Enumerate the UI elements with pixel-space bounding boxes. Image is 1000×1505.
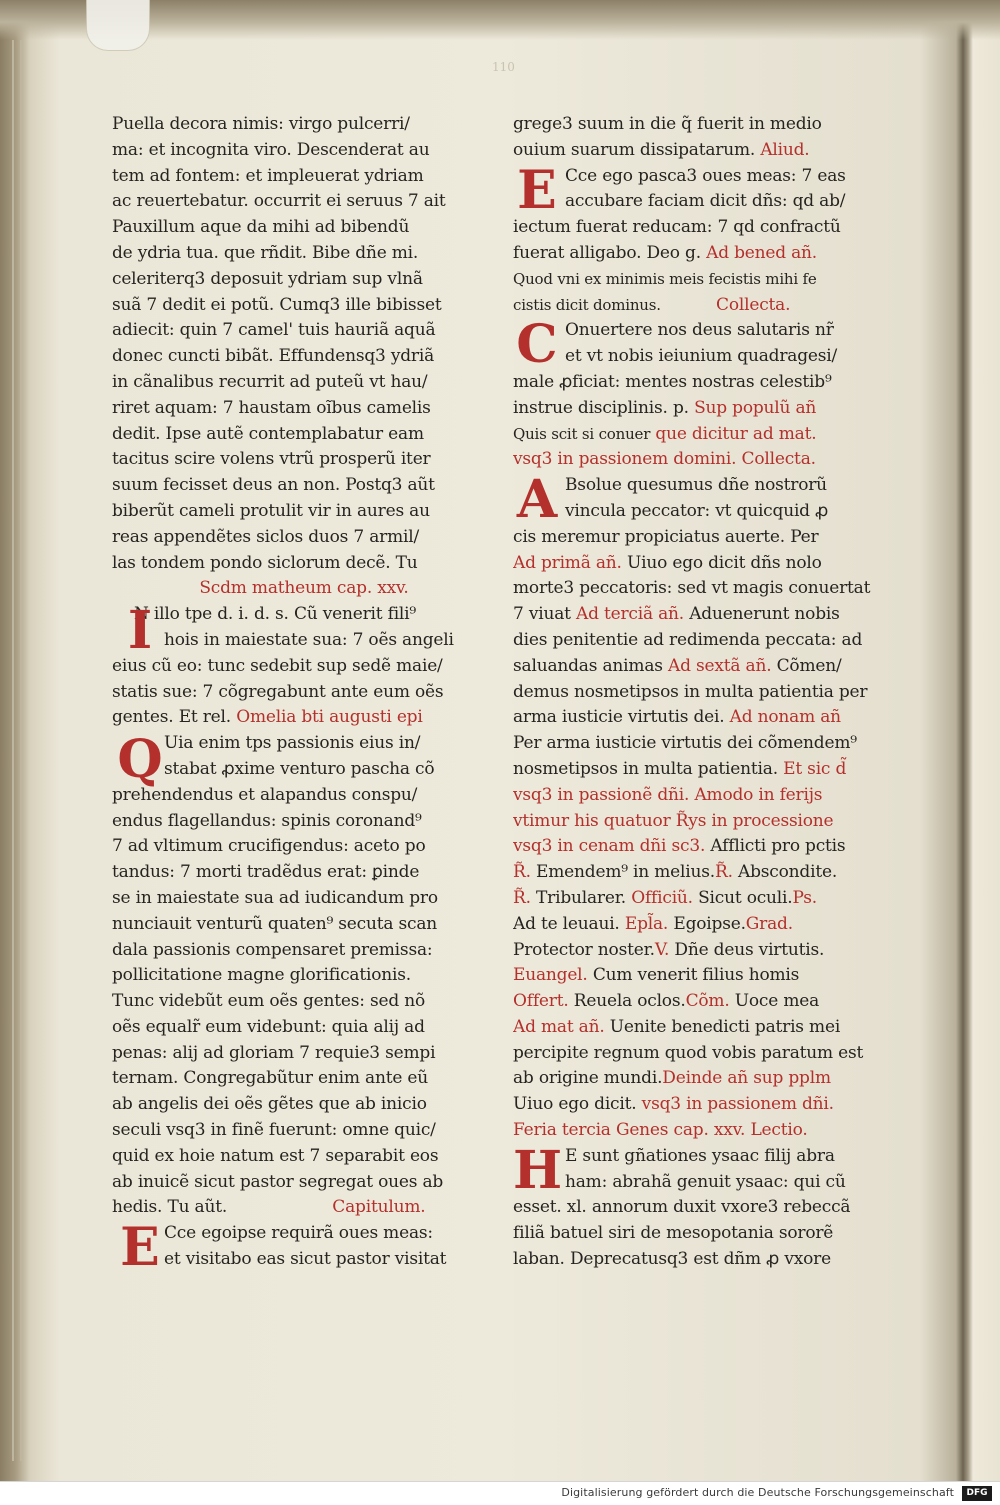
text-line: cis meremur propiciatus auerte. Per bbox=[513, 526, 819, 547]
text-line: tacitus scire volens vtrũ prosperũ iter bbox=[112, 449, 431, 470]
rubric: Aliud. bbox=[760, 139, 810, 160]
text-line: arma iusticie virtutis dei. Ad nonam añ bbox=[513, 707, 841, 728]
paragraph-c bbox=[513, 314, 885, 395]
text-line: 7 viuat Ad terciã añ. Aduenerunt nobis bbox=[513, 604, 840, 625]
rubric: Cõm. bbox=[685, 991, 730, 1012]
homily-line: oẽs equalr̃ eum videbunt: quia alij ad bbox=[112, 1016, 425, 1037]
right-text-column bbox=[513, 112, 885, 1273]
homily-line: endus flagellandus: spinis coronand⁹ bbox=[112, 810, 422, 831]
dfg-logo: DFG bbox=[962, 1486, 992, 1501]
homily-line: ab inuicẽ sicut pastor segregat oues ab bbox=[112, 1171, 444, 1192]
text-line: ma: et incognita viro. Descenderat au bbox=[112, 139, 430, 160]
capitulum-line: Cce egoipse requirã oues meas: bbox=[164, 1223, 433, 1244]
initial-letter-q: Q bbox=[117, 729, 163, 791]
text-line: R̃. Emendem⁹ in melius.R̃. Abscondite. bbox=[513, 862, 838, 883]
rubric: Officiũ. bbox=[631, 887, 693, 908]
text-line: biberũt cameli protulit vir in aures au bbox=[112, 500, 430, 521]
text-line: Cce ego pasca3 oues meas: 7 eas bbox=[565, 165, 846, 186]
page-edge bbox=[20, 40, 22, 1461]
text-line: E sunt gñationes ysaac filij abra bbox=[565, 1145, 835, 1166]
text-line: morte3 peccatoris: sed vt magis conuertat bbox=[513, 578, 871, 599]
gospel-line: gentes. Et rel. Omelia bti augusti epi bbox=[112, 707, 423, 728]
text-line: vsq3 in cenam dñi sc3. Afflicti pro pctis bbox=[513, 836, 846, 857]
paragraph-a bbox=[513, 469, 885, 550]
text-line: ham: abrahã genuit ysaac: qui cũ bbox=[565, 1171, 846, 1192]
homily-line: Tunc videbũt eum oẽs gentes: sed nõ bbox=[112, 991, 426, 1012]
paragraph-h bbox=[513, 1139, 885, 1273]
rubric: V. bbox=[654, 939, 670, 960]
homily-line: Uia enim tps passionis eius in/ bbox=[164, 733, 421, 754]
text-line: Uiuo ego dicit. vsq3 in passionem dñi. bbox=[513, 1094, 834, 1115]
rubric: Euangel. bbox=[513, 965, 588, 986]
text-line: grege3 suum in die q̃ fuerit in medio bbox=[513, 114, 822, 134]
homily-line: se in maiestate sua ad iudicandum pro bbox=[112, 887, 438, 908]
text-line: iectum fuerat reducam: 7 qd confractũ bbox=[513, 217, 841, 238]
text-line: nosmetipsos in multa patientia. Et sic d̃ bbox=[513, 758, 847, 779]
text-line: Protector noster.V. Dñe deus virtutis. bbox=[513, 939, 825, 960]
rubric-line: vtimur his quatuor R̃ys in processione bbox=[513, 810, 834, 831]
text-line: fuerat alligabo. Deo g. Ad bened añ. bbox=[513, 242, 818, 263]
text-line: ab origine mundi.Deinde añ sup pplm bbox=[513, 1068, 831, 1089]
homily-line: quid ex hoie natum est 7 separabit eos bbox=[112, 1145, 439, 1166]
text-line: dies penitentie ad redimenda peccata: ad bbox=[513, 629, 863, 650]
initial-letter-a: A bbox=[516, 469, 558, 531]
gospel-line: statis sue: 7 cõgregabunt ante eum oẽs bbox=[112, 681, 444, 702]
rubric: vsq3 in cenam dñi sc3. bbox=[513, 836, 706, 857]
text-line: Euangel. Cum venerit filius homis bbox=[513, 965, 800, 986]
rubric: Offert. bbox=[513, 991, 569, 1012]
rubric: R̃. bbox=[714, 862, 733, 883]
gospel-line: hois in maiestate sua: 7 oẽs angeli bbox=[164, 629, 454, 650]
text-line: de ydria tua. que rñdit. Bibe dñe mi. bbox=[112, 242, 419, 263]
text-line: et vt nobis ieiunium quadragesi/ bbox=[565, 346, 838, 367]
homily-line: 7 ad vltimum crucifigendus: aceto po bbox=[112, 836, 426, 857]
text-line: Puella decora nimis: virgo pulcerri/ bbox=[112, 114, 410, 134]
homily-line: pollicitatione magne glorificationis. bbox=[112, 965, 411, 986]
homily-line: seculi vsq3 in finẽ fuerunt: omne quic/ bbox=[112, 1120, 436, 1141]
text-line: laban. Deprecatusq3 est dñm ꝓ vxore bbox=[513, 1249, 831, 1270]
rubric: R̃. bbox=[513, 862, 531, 883]
hedis-line: hedis. Tu aũt. Capitulum. bbox=[112, 1197, 426, 1218]
homily-line: dala passionis compensaret premissa: bbox=[112, 939, 433, 960]
text-line: ac reuertebatur. occurrit ei seruus 7 ait bbox=[112, 191, 446, 212]
rubric: Deinde añ sup pplm bbox=[662, 1068, 831, 1089]
text-line: Quod vni ex minimis meis fecistis mihi fe bbox=[513, 269, 817, 288]
rubric-line: vsq3 in passionẽ dñi. Amodo in ferijs bbox=[513, 784, 823, 805]
page-number: 110 bbox=[492, 60, 515, 74]
initial-letter-e: E bbox=[120, 1217, 160, 1279]
text-line: R̃. Tribularer. Officiũ. Sicut oculi.Ps. bbox=[513, 887, 817, 908]
rubric: vsq3 in passionem dñi. bbox=[641, 1094, 834, 1115]
rubric: Et sic d̃ bbox=[783, 758, 847, 779]
rubric: Ad terciã añ. bbox=[576, 604, 684, 625]
homily-line: ab angelis dei oẽs gẽtes que ab inicio bbox=[112, 1094, 427, 1115]
rubric: Ad bened añ. bbox=[706, 242, 818, 263]
homily-rubric: Omelia bti augusti epi bbox=[236, 707, 423, 728]
homily-paragraph bbox=[112, 731, 496, 1195]
gospel-heading: Scdm matheum cap. xxv. bbox=[199, 578, 409, 599]
left-text-column bbox=[112, 112, 496, 1279]
text-line: las tondem pondo siclorum decẽ. Tu bbox=[112, 552, 418, 573]
text-line: donec cuncti bibãt. Effundensq3 ydriã bbox=[112, 346, 435, 367]
initial-letter-e: E bbox=[517, 159, 557, 221]
text-line: suã 7 dedit ei potũ. Cumq3 ille bibisset bbox=[112, 294, 442, 315]
rubric: Ad nonam añ bbox=[729, 707, 841, 728]
rubric: que dicitur ad mat. bbox=[655, 423, 817, 444]
text-line: Quis scit si conuer que dicitur ad mat. bbox=[513, 423, 817, 444]
rubric: Epl̃a. bbox=[624, 913, 669, 934]
lectio-heading: Feria tercia Genes cap. xxv. Lectio. bbox=[513, 1120, 808, 1141]
text-line: vincula peccator: vt quicquid ꝓ bbox=[565, 500, 829, 521]
capitulum-paragraph bbox=[112, 1217, 496, 1279]
page-edge bbox=[12, 40, 14, 1461]
gospel-line: eius cũ eo: tunc sedebit sup sedẽ maie/ bbox=[112, 655, 443, 676]
homily-line: stabat ꝓxime venturo pascha cõ bbox=[164, 758, 435, 779]
homily-line: nunciauit venturũ quaten⁹ secuta scan bbox=[112, 913, 438, 934]
text-line: percipite regnum quod vobis paratum est bbox=[513, 1042, 864, 1063]
rubric: Sup populũ añ bbox=[694, 397, 817, 418]
capitulum-line: et visitabo eas sicut pastor visitat bbox=[164, 1249, 447, 1270]
text-line: Ad primã añ. Uiuo ego dicit dñs nolo bbox=[513, 552, 822, 573]
text-line: Ad mat añ. Uenite benedicti patris mei bbox=[513, 1016, 841, 1037]
text-line: male ꝓficiat: mentes nostras celestib⁹ bbox=[513, 371, 832, 392]
initial-letter-i: I bbox=[127, 600, 153, 662]
rubric: Ad primã añ. bbox=[513, 552, 622, 573]
text-line: cistis dicit dominus. Collecta. bbox=[513, 294, 791, 315]
gospel-paragraph bbox=[112, 602, 496, 731]
text-line: accubare faciam dicit dñs: qd ab/ bbox=[565, 191, 846, 212]
rubric: R̃. bbox=[513, 887, 531, 908]
text-line: reas appendẽtes siclos duos 7 armil/ bbox=[112, 526, 420, 547]
text-line: saluandas animas Ad sextã añ. Cõmen/ bbox=[513, 655, 842, 676]
text-line: ouium suarum dissipatarum. Aliud. bbox=[513, 139, 810, 160]
text-line: celeriterq3 deposuit ydriam sup vlnã bbox=[112, 268, 423, 289]
text-line: instrue disciplinis. p. Sup populũ añ bbox=[513, 397, 817, 418]
text-line: adiecit: quin 7 camel' tuis hauriã aquã bbox=[112, 320, 436, 341]
left-opening-text bbox=[112, 112, 496, 576]
homily-line: ternam. Congregabũtur enim ante eũ bbox=[112, 1068, 429, 1089]
funding-notice: Digitalisierung gefördert durch die Deutsche Forschungsgemeinschaft bbox=[561, 1486, 954, 1499]
text-line: riret aquam: 7 haustam oĩbus camelis bbox=[112, 397, 431, 418]
rubric: Ps. bbox=[792, 887, 817, 908]
bookmark-strip bbox=[86, 0, 150, 51]
text-line: Ad te leuaui. Epl̃a. Egoipse.Grad. bbox=[513, 913, 793, 934]
rubric: Ad sextã añ. bbox=[668, 655, 772, 676]
capitulum-rubric: Capitulum. bbox=[332, 1197, 426, 1218]
homily-line: tandus: 7 morti tradẽdus erat: ꝑinde bbox=[112, 862, 420, 883]
text-line: Onuertere nos deus salutaris nr̃ bbox=[565, 320, 834, 341]
page-top-shadow bbox=[0, 0, 1000, 40]
homily-text bbox=[112, 731, 496, 1195]
text-line: esset. xl. annorum duxit vxore3 rebeccã bbox=[513, 1197, 851, 1218]
gospel-line: N illo tpe d. i. d. s. Cũ venerit fili⁹ bbox=[134, 604, 417, 625]
rubric: Grad. bbox=[745, 913, 793, 934]
footer-bar bbox=[0, 1481, 1000, 1505]
initial-letter-h: H bbox=[513, 1139, 563, 1201]
rubric: Ad mat añ. bbox=[513, 1016, 605, 1037]
text-line: in cãnalibus recurrit ad puteũ vt hau/ bbox=[112, 371, 428, 392]
paragraph-e bbox=[513, 159, 885, 267]
rubric-line: vsq3 in passionem domini. Collecta. bbox=[513, 449, 816, 470]
text-line: suum fecisset deus an non. Postq3 aũt bbox=[112, 475, 435, 496]
rubric: Collecta. bbox=[716, 294, 791, 315]
text-line: filiã batuel siri de mesopotania sororẽ bbox=[513, 1223, 834, 1244]
homily-line: penas: alij ad gloriam 7 requie3 sempi bbox=[112, 1042, 436, 1063]
text-line: tem ad fontem: et impleuerat ydriam bbox=[112, 165, 424, 186]
text-line: demus nosmetipsos in multa patientia per bbox=[513, 681, 868, 702]
text-line: Pauxillum aque da mihi ad bibendũ bbox=[112, 217, 410, 238]
text-line: Offert. Reuela oclos.Cõm. Uoce mea bbox=[513, 991, 820, 1012]
homily-line: prehendendus et alapandus conspu/ bbox=[112, 784, 418, 805]
text-line: Bsolue quesumus dñe nostrorũ bbox=[565, 475, 827, 496]
initial-letter-c: C bbox=[516, 314, 558, 376]
text-line: dedit. Ipse autẽ contemplabatur eam bbox=[112, 423, 424, 444]
text-line: Per arma iusticie virtutis dei cõmendem⁹ bbox=[513, 733, 857, 754]
